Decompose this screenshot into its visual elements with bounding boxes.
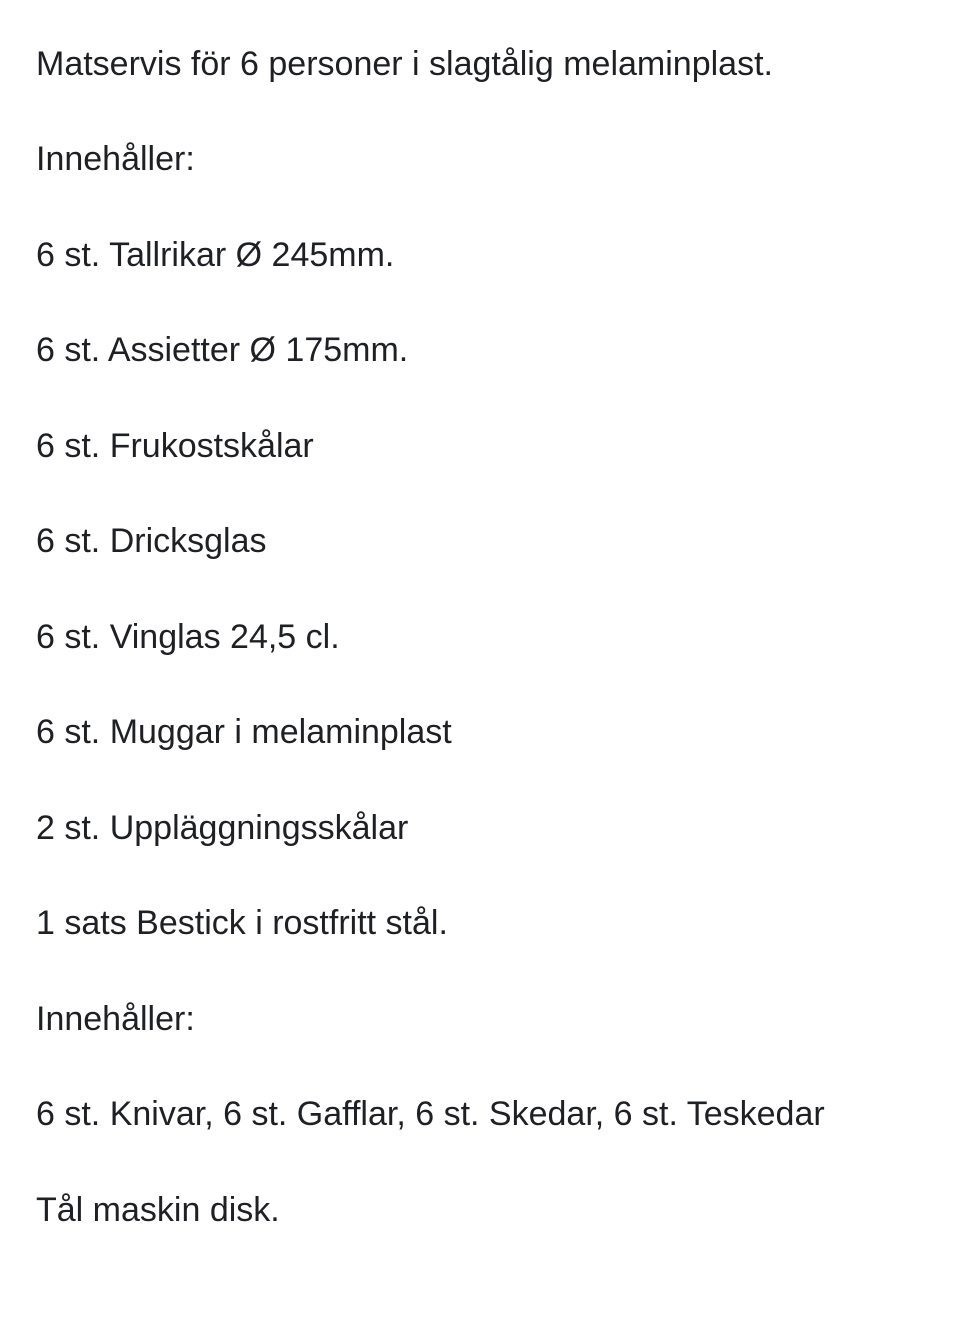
list-item: 6 st. Dricksglas bbox=[36, 522, 267, 560]
list-item: 2 st. Uppläggningsskålar bbox=[36, 809, 409, 847]
cutlery-contents-heading: Innehåller: bbox=[36, 1000, 195, 1038]
list-item: 6 st. Muggar i melaminplast bbox=[36, 713, 452, 751]
cutlery-list: 6 st. Knivar, 6 st. Gafflar, 6 st. Skedar, 6 st. Teskedar bbox=[36, 1095, 825, 1133]
list-item: 6 st. Tallrikar Ø 245mm. bbox=[36, 236, 395, 274]
intro-text: Matservis för 6 personer i slagtålig melaminplast. bbox=[36, 45, 773, 83]
dishwasher-note: Tål maskin disk. bbox=[36, 1191, 280, 1229]
contents-heading: Innehåller: bbox=[36, 140, 195, 178]
list-item: 6 st. Vinglas 24,5 cl. bbox=[36, 618, 340, 656]
list-item: 6 st. Assietter Ø 175mm. bbox=[36, 331, 409, 369]
list-item: 6 st. Frukostskålar bbox=[36, 427, 314, 465]
list-item: 1 sats Bestick i rostfritt stål. bbox=[36, 904, 448, 942]
